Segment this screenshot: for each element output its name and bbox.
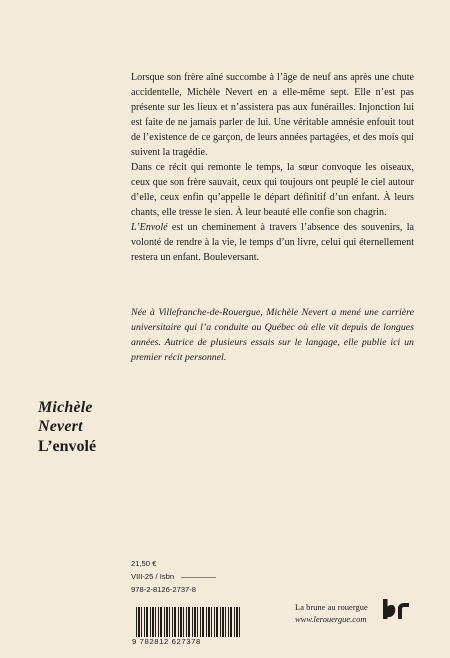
publisher-name: La brune au rouergue: [295, 602, 368, 612]
blurb-paragraph-3: [131, 220, 414, 265]
edition-code: VIII-25 / Isbn: [131, 572, 175, 581]
price: 21,50 €: [131, 559, 157, 568]
author-name: [38, 398, 168, 436]
author-title-block: [38, 398, 168, 456]
author-first-name: Michèle: [38, 399, 93, 416]
code-row: [131, 570, 241, 583]
back-cover-blurb: [131, 70, 414, 265]
divider-line: [181, 576, 216, 578]
blurb-paragraph-3-text: est un cheminement à travers l’absence des souvenirs, la volonté de rendre à la vie, le temps d’un livre, celui qui éternellement restera un enfant. Bouleversant.: [131, 222, 414, 263]
price-isbn-block: [131, 557, 241, 596]
blurb-title-italic: L’Envolé: [131, 222, 168, 233]
book-title: L’envolé: [38, 438, 97, 455]
blurb-paragraph-2: Dans ce récit qui remonte le temps, la sœur convoque les oiseaux, ceux que son frère sauvait, ceux qui toujours ont peuplé le ciel autour d’elle, ceux enfin qu’appelle le départ définitif d’un enfant. À leurs chants, elle tresse le sien. À leur beauté elle confie son chagrin.: [131, 162, 414, 218]
publisher-logo-icon: [382, 598, 410, 620]
barcode-number: 9 782812 627378: [132, 637, 201, 646]
author-bio: Née à Villefranche-de-Rouergue, Michèle Nevert a mené une carrière universitaire qui l’a conduite au Québec où elle vit depuis de longues années. Autrice de plusieurs essais sur le langage, elle publie ici un premier récit personnel.: [131, 307, 414, 363]
author-last-name: Nevert: [38, 418, 83, 435]
isbn: 978-2-8126-2737-8: [131, 585, 197, 594]
publisher-url: www.lerouergue.com: [295, 614, 367, 624]
blurb-paragraph-1: Lorsque son frère aîné succombe à l’âge de neuf ans après une chute accidentelle, Michèle Nevert en a elle-même sept. Elle n’est pas présente sur les lieux et n’assistera pas aux funérailles. Injonction lui est faite de ne jamais parler de lui. Une véritable amnésie enfouit tout de l’existence de ce garçon, de leurs années partagées, et des mois qui suivent la tragédie.: [131, 72, 414, 158]
barcode: [136, 607, 240, 637]
